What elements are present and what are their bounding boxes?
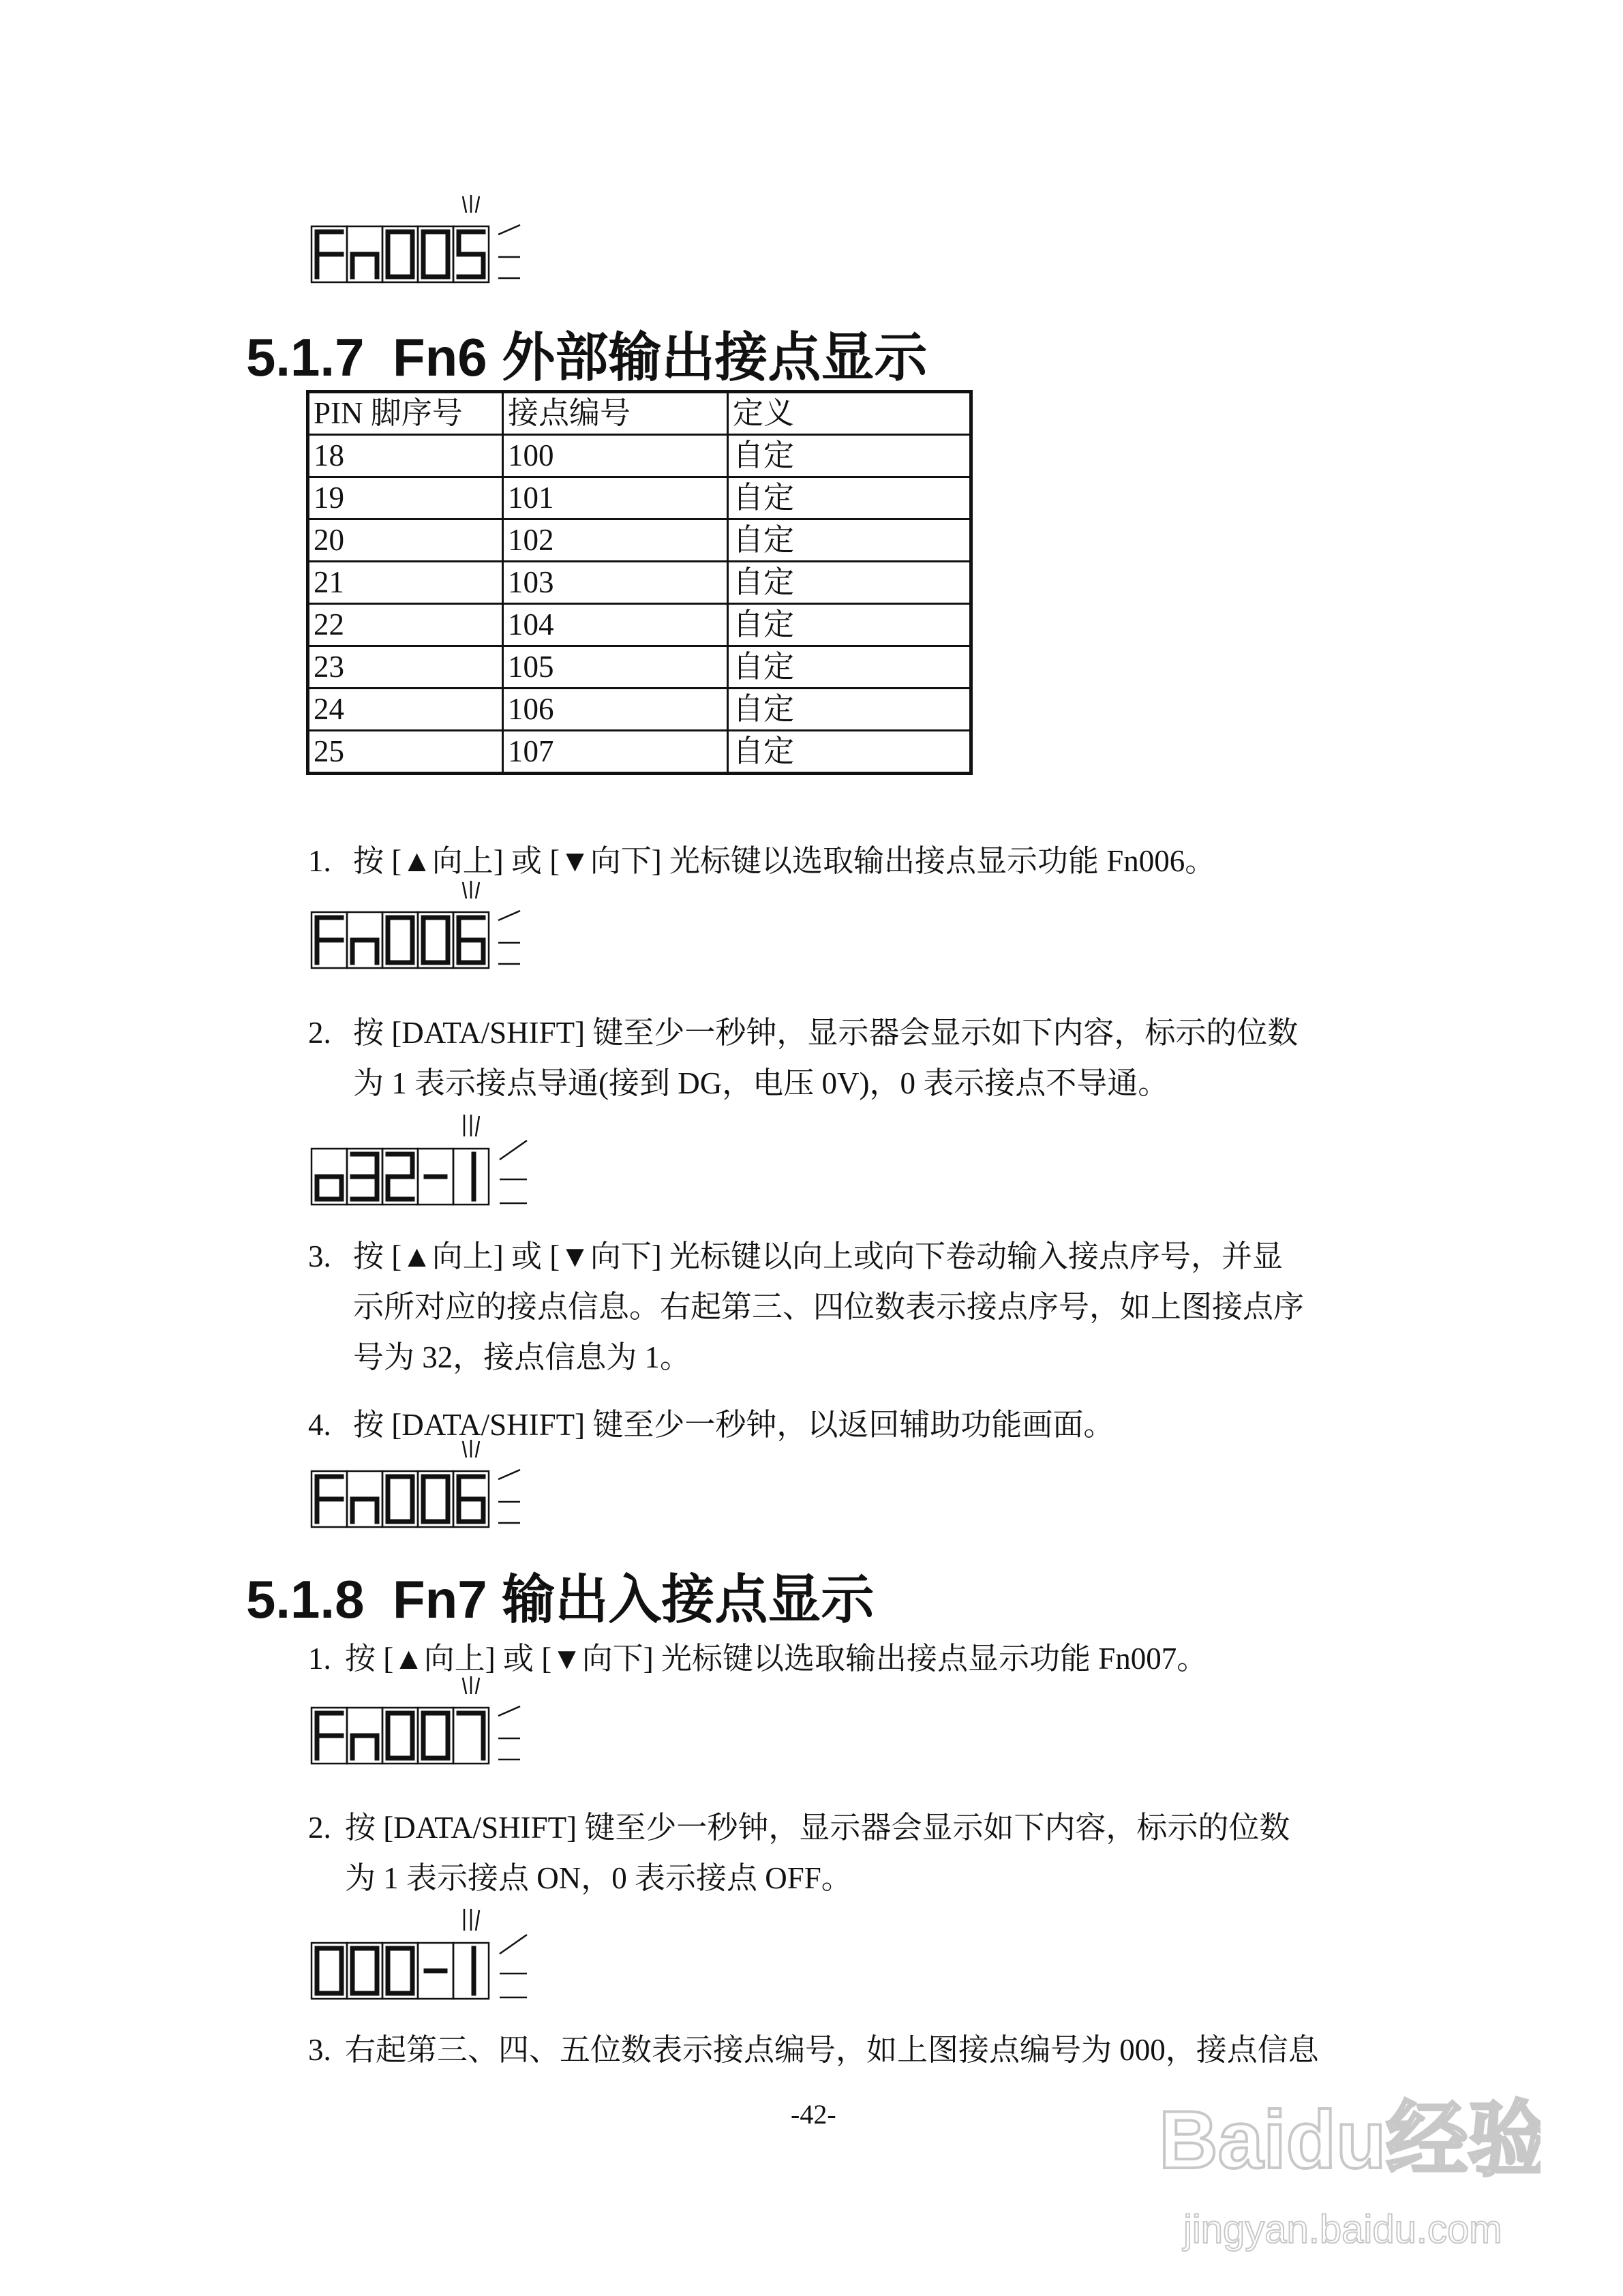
- led-digit: [382, 912, 418, 968]
- table-row: [308, 604, 971, 646]
- watermark: [1159, 2072, 1541, 2277]
- led-digit: [418, 912, 453, 968]
- table-cell: 103: [503, 562, 728, 604]
- step-number: 2.: [308, 1811, 331, 1845]
- led-digit: [347, 226, 382, 282]
- led-display-graphic: [310, 1094, 556, 1217]
- led-digit: [312, 912, 347, 968]
- table-cell: 18: [308, 435, 503, 477]
- table-cell: 自定: [728, 477, 971, 519]
- table-cell: 106: [503, 689, 728, 731]
- pin-table: [306, 390, 973, 775]
- step-text: 按 [DATA/SHIFT] 键至少一秒钟，显示器会显示如下内容，标示的位数: [345, 1811, 1290, 1845]
- led-display-graphic: [310, 878, 542, 980]
- table-row: [308, 519, 971, 562]
- led-digit: [347, 1471, 382, 1527]
- led-digit: [418, 1471, 453, 1527]
- table-cell: 25: [308, 731, 503, 774]
- led-digit: [312, 226, 347, 282]
- step-text: 示所对应的接点信息。右起第三、四位数表示接点序号，如上图接点序: [353, 1290, 1305, 1324]
- led-digit: [418, 226, 453, 282]
- led-digit: [418, 1149, 453, 1205]
- led-display-graphic: [310, 1888, 556, 2011]
- section-number: 5.1.7: [246, 327, 365, 387]
- table-row: [308, 731, 971, 774]
- table-header-cell: 定义: [728, 392, 971, 435]
- led-digit: [312, 1708, 347, 1764]
- led-digit: [312, 1471, 347, 1527]
- step-number: 4.: [308, 1408, 331, 1442]
- led-digit: [382, 1471, 418, 1527]
- step-text: 按 [▲向上] 或 [▼向下] 光标键以向上或向下卷动输入接点序号，并显: [353, 1239, 1284, 1273]
- step-3: [308, 1231, 1399, 1383]
- step-text: 按 [DATA/SHIFT] 键至少一秒钟，显示器会显示如下内容，标示的位数: [353, 1016, 1299, 1050]
- led-display-graphic: [310, 1674, 542, 1776]
- table-cell: 自定: [728, 689, 971, 731]
- section-title: Fn7 输出入接点显示: [393, 1569, 875, 1629]
- step-text: 右起第三、四、五位数表示接点编号，如上图接点编号为 000，接点信息: [345, 2033, 1319, 2067]
- led-digit: [312, 1149, 347, 1205]
- seven-segment-display: [310, 1437, 542, 1539]
- table-cell: 自定: [728, 731, 971, 774]
- blink-indicator: [463, 1676, 520, 1759]
- step-text: 按 [▲向上] 或 [▼向下] 光标键以选取输出接点显示功能 Fn007。: [345, 1642, 1208, 1676]
- table-cell: 自定: [728, 646, 971, 689]
- led-digit: [347, 912, 382, 968]
- table-cell: 102: [503, 519, 728, 562]
- led-digit: [347, 1943, 382, 1999]
- table-header-row: [308, 392, 971, 435]
- seven-segment-display: [310, 1888, 556, 2011]
- led-digit: [453, 912, 489, 968]
- seven-segment-display: [310, 878, 542, 980]
- watermark-url: jingyan.baidu.com: [1183, 2207, 1502, 2252]
- table-header-cell: 接点编号: [503, 392, 728, 435]
- section-title: Fn6 外部输出接点显示: [393, 327, 928, 387]
- table-row: [308, 689, 971, 731]
- led-digit: [382, 226, 418, 282]
- step-number: 1.: [308, 844, 331, 878]
- table-cell: 20: [308, 519, 503, 562]
- table-cell: 自定: [728, 562, 971, 604]
- section-heading: [246, 326, 927, 389]
- table-row: [308, 646, 971, 689]
- blink-indicator: [463, 1440, 520, 1523]
- blink-indicator: [463, 195, 520, 278]
- table-cell: 100: [503, 435, 728, 477]
- table-cell: 自定: [728, 435, 971, 477]
- led-digit: [453, 1943, 489, 1999]
- seven-segment-display: [310, 1094, 556, 1217]
- table-cell: 22: [308, 604, 503, 646]
- table-row: [308, 477, 971, 519]
- table-row: [308, 435, 971, 477]
- watermark-brand: Baidu经验: [1159, 2094, 1541, 2186]
- table-cell: 104: [503, 604, 728, 646]
- step-text: 为 1 表示接点导通(接到 DG，电压 0V)，0 表示接点不导通。: [353, 1066, 1169, 1100]
- led-digit: [418, 1708, 453, 1764]
- table-cell: 自定: [728, 604, 971, 646]
- led-digit: [312, 1943, 347, 1999]
- led-digit: [382, 1943, 418, 1999]
- led-digit: [418, 1943, 453, 1999]
- step-text: 按 [▲向上] 或 [▼向下] 光标键以选取输出接点显示功能 Fn006。: [353, 844, 1216, 878]
- led-digit: [453, 1708, 489, 1764]
- page-number: -42-: [791, 2099, 836, 2130]
- table-cell: 23: [308, 646, 503, 689]
- led-digit: [347, 1149, 382, 1205]
- step-number: 3.: [308, 1239, 331, 1273]
- step-number: 3.: [308, 2033, 331, 2067]
- section-number: 5.1.8: [246, 1569, 365, 1629]
- step-number: 1.: [308, 1642, 331, 1676]
- step-text: 号为 32，接点信息为 1。: [353, 1340, 691, 1374]
- led-digit: [347, 1708, 382, 1764]
- seven-segment-display: [310, 192, 542, 294]
- section-heading: [246, 1568, 874, 1631]
- step-3: [308, 2025, 1399, 2075]
- table-cell: 21: [308, 562, 503, 604]
- table-cell: 107: [503, 731, 728, 774]
- table-cell: 自定: [728, 519, 971, 562]
- seven-segment-display: [310, 1674, 542, 1776]
- led-digit: [382, 1708, 418, 1764]
- table-header-cell: PIN 脚序号: [308, 392, 503, 435]
- table-row: [308, 562, 971, 604]
- led-display-graphic: [310, 192, 542, 294]
- step-2: [308, 1008, 1399, 1108]
- baidu-watermark-icon: [1159, 2072, 1541, 2277]
- led-digit: [453, 1471, 489, 1527]
- step-number: 2.: [308, 1016, 331, 1050]
- led-display-graphic: [310, 1437, 542, 1539]
- table-cell: 101: [503, 477, 728, 519]
- blink-indicator: [463, 881, 520, 964]
- step-text: 为 1 表示接点 ON，0 表示接点 OFF。: [345, 1861, 852, 1895]
- step-text: 按 [DATA/SHIFT] 键至少一秒钟，以返回辅助功能画面。: [353, 1408, 1114, 1442]
- table-cell: 105: [503, 646, 728, 689]
- table-cell: 24: [308, 689, 503, 731]
- led-digit: [382, 1149, 418, 1205]
- table-cell: 19: [308, 477, 503, 519]
- led-digit: [453, 226, 489, 282]
- led-digit: [453, 1149, 489, 1205]
